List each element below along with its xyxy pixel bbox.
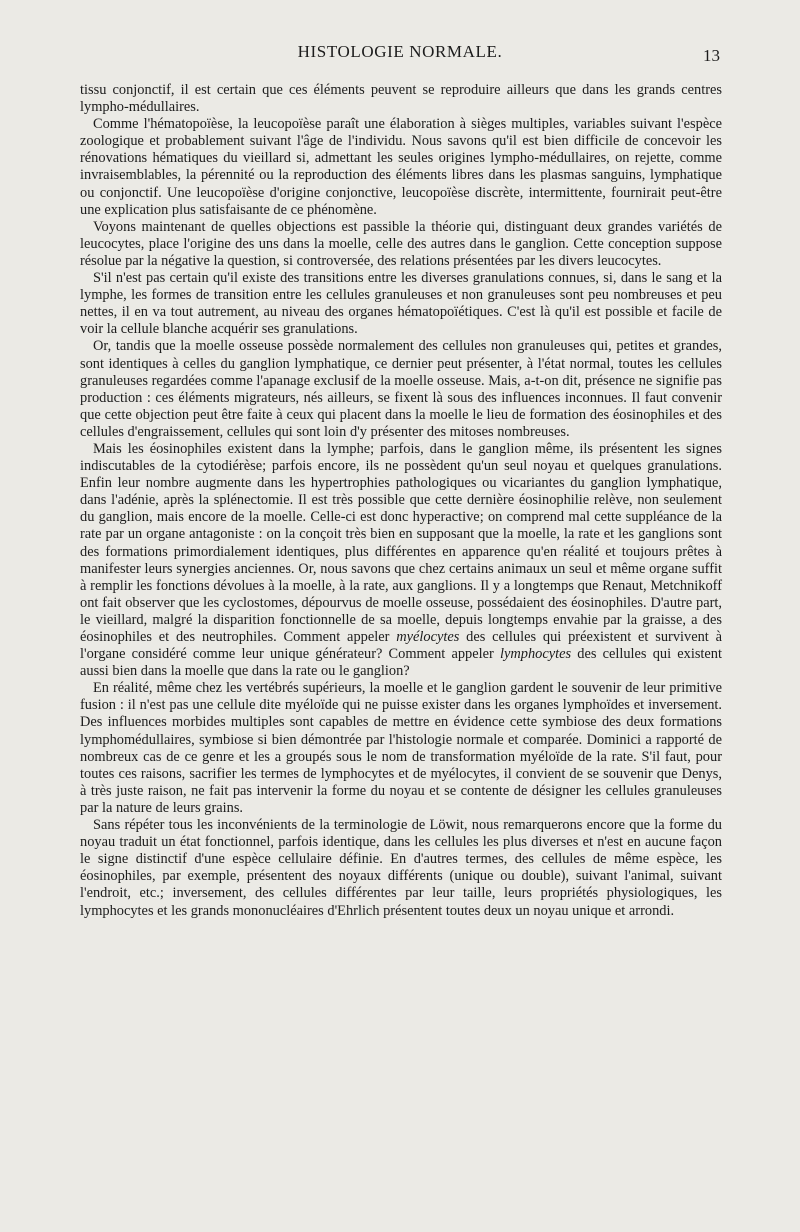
term-lymphocytes: lymphocytes [499, 646, 572, 663]
running-title: HISTOLOGIE NORMALE. [297, 42, 503, 61]
paragraph-1: tissu conjonctif, il est certain que ces éléments peuvent se reproduire ailleurs que dans les grands centres lympho-médullaires. [80, 82, 722, 116]
paragraph-3: Voyons maintenant de quelles objections est passible la théorie qui, distinguant deux grandes variétés de leucocytes, place l'origine des uns dans la moelle, celle des autres dans le ganglion. Cette conception suppose résolue par la négative la question, si controversée, des relations présentées par les divers leucocytes. [80, 218, 722, 269]
page-number: 13 [703, 46, 720, 65]
paragraph-8: Sans répéter tous les inconvénients de la terminologie de Löwit, nous remarquerons encore que la forme du noyau traduit un état fonctionnel, parfois identique, dans les cellules les plus diverses et n'est en aucune façon le signe distinctif d'une espèce cellulaire définie. En d'autres termes, des cellules de même espèce, les éosinophiles, par exemple, présentent des noyaux différents (unique ou double), suivant l'animal, suivant l'endroit, etc.; inversement, des cellules différentes par leur taille, leurs propriétés physiologiques, les lymphocytes et les grands mononucléaires d'Ehrlich présentent toutes deux un noyau unique et arrondi. [80, 817, 722, 919]
term-myelocytes: myélocytes [396, 629, 460, 645]
paragraph-5: Or, tandis que la moelle osseuse possède normalement des cellules non granuleuses qui, petites et grandes, sont identiques à celles du ganglion lymphatique, ce dernier peut présenter, à l'état normal, toutes les cellules granuleuses regardées comme l'apanage exclusif de la moelle osseuse. Mais, a-t-on dit, présence ne signifie pas production : ces éléments migrateurs, nés ailleurs, se fixent là sous des influences inconnues. Il faut convenir que cette objection peut être faite à ceux qui placent dans la moelle le lieu de formation des éosinophiles et des cellules d'engraissement, cellules qui sont loin d'y présenter des mitoses nombreuses. [80, 338, 722, 440]
page-header [80, 42, 720, 66]
paragraph-7: En réalité, même chez les vertébrés supérieurs, la moelle et le ganglion gardent le souvenir de leur primitive fusion : il n'est pas une cellule dite myéloïde qui ne puisse exister dans les organes lymphoïdes et inversement. Des influences morbides multiples sont capables de mettre en évidence cette symbiose des deux formations lymphomédullaires, symbiose si bien démontrée par l'histologie normale et comparée. Dominici a rapporté de nombreux cas de ce genre et les a groupés sous le nom de transformation myéloïde de la rate. S'il faut, pour toutes ces raisons, sacrifier les termes de lymphocytes et de myélocytes, il convient de se souvenir que Denys, à très juste raison, ne fait pas intervenir la forme du noyau et se contente de désigner les cellules granuleuses par la nature de leurs grains. [80, 680, 722, 816]
paragraph-6-tail: des cellules qui existent aussi bien dans la moelle que dans la rate ou le ganglion? [80, 646, 722, 680]
paragraph-6-mid: des cellules qui préexistent et survivent à l'organe considéré comme leur unique générateur? Comment appeler [80, 629, 722, 663]
paragraph-6-text: Mais les éosinophiles existent dans la lymphe; parfois, dans le ganglion même, ils présentent les signes indiscutables de la cytodiérèse; parfois encore, ils ne possèdent qu'un seul noyau et quelques granulations. Enfin leur nombre augmente dans les hypertrophies pathologiques ou vicariantes du ganglion lymphatique, dans l'adénie, après la splénectomie. Il est très possible que cette dernière éosinophilie relève, non seulement du ganglion, mais encore de la moelle. Celle-ci est donc hyperactive; on comprend mal cette suppléance de la rate par un organe antagoniste : on la conçoit très bien en supposant que la moelle, la rate et les ganglions sont des formations primordialement identiques, plus différentes en apparence qu'en réalité et toujours prêtes à manifester leurs synergies anciennes. Or, nous savons que chez certains animaux un seul et même organe suffit à remplir les fonctions dévolues à la moelle, à la rate, aux ganglions. Il y a longtemps que Renaut, Metchnikoff ont fait observer que les cyclostomes, dépourvus de moelle osseuse, possédaient des éosinophiles. D'autre part, le vieillard, malgré la disparition fonctionnelle de sa moelle, depuis longtemps envahie par la graisse, a des éosinophiles et des neutrophiles. Comment appeler [80, 440, 722, 645]
paragraph-2: Comme l'hématopoïèse, la leucopoïèse paraît une élaboration à sièges multiples, variables suivant l'espèce zoologique et probablement suivant l'âge de l'individu. Nous savons qu'il est bien difficile de concevoir les rénovations hématiques du vieillard si, admettant les seules origines lympho-médullaires, on rejette, comme invraisemblables, la pérennité ou la reproduction des éléments libres dans les plasmas sanguins, lymphatique ou conjonctif. Une leucopoïèse d'origine conjonctive, leucopoïèse discrète, intermittente, fournirait peut-être une explication plus satisfaisante de ce phénomène. [80, 116, 722, 218]
paragraph-4: S'il n'est pas certain qu'il existe des transitions entre les diverses granulations connues, si, dans le sang et la lymphe, les formes de transition entre les cellules granuleuses et non granuleuses sont peu nombreuses et peu nettes, il en va tout autrement, au niveau des organes hématopoïétiques. C'est là qu'il est possible et facile de voir la cellule blanche acquérir ses granulations. [80, 270, 722, 338]
page-body [80, 82, 722, 920]
paragraph-6 [80, 441, 722, 680]
